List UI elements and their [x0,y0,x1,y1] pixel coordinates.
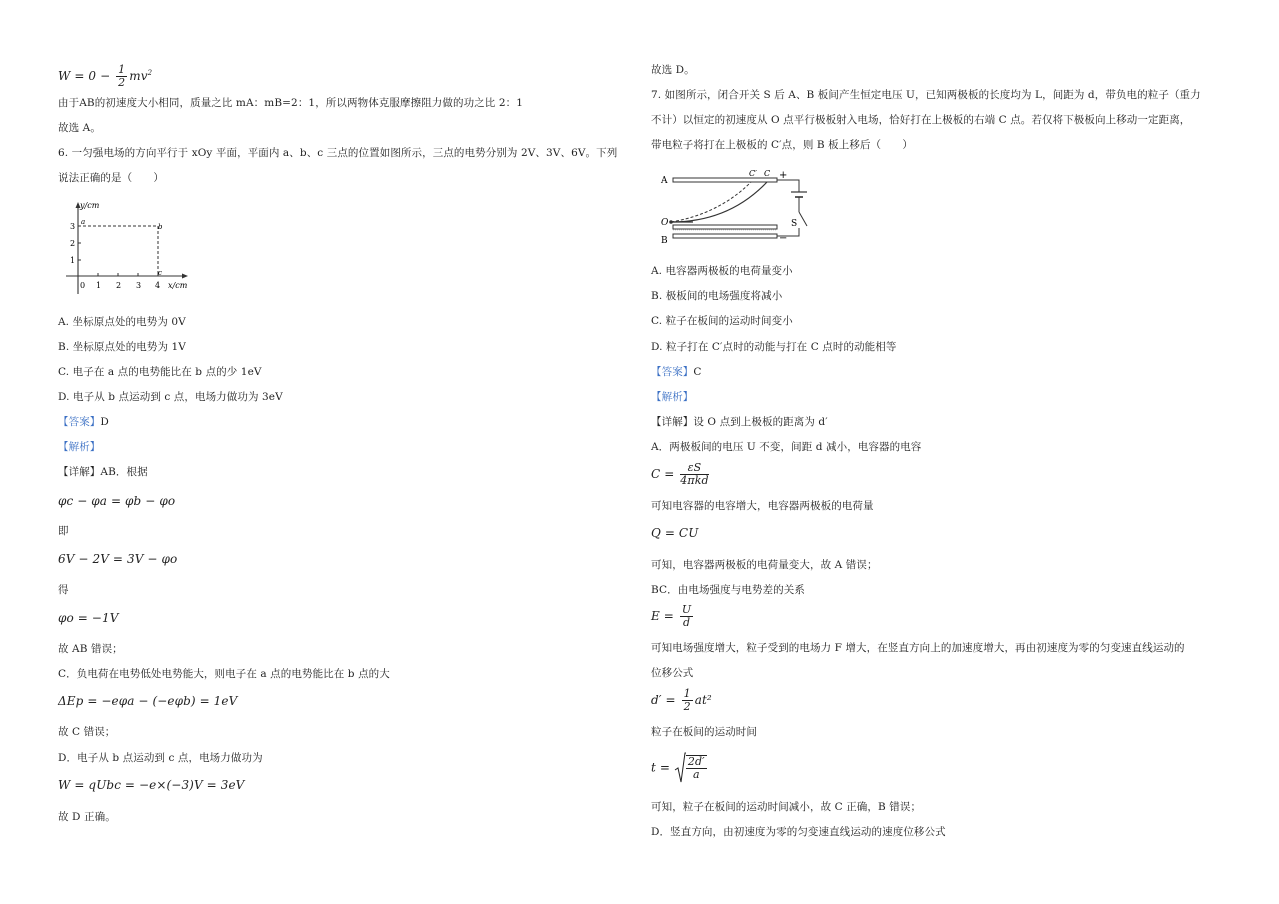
fraction-time: $\frac{2d'}{a}$ [687,755,705,781]
label-a: A [661,176,668,186]
d-explanation-right: D．竖直方向，由初速度为零的匀变速直线运动的速度位移公式 [651,826,946,838]
q7-option-c: C. 粒子在板间的运动时间变小 [651,315,793,327]
q7-option-d: D. 粒子打在 C′点时的动能与打在 C 点时的动能相等 [651,341,897,353]
switch-s [799,212,807,226]
dashed-guide [78,226,158,276]
time-text: 粒子在板间的运动时间 [651,726,757,738]
x-tick-1: 1 [96,281,102,290]
q7-answer: 【答案】C [651,366,702,378]
equation-capacitance: C = $\frac{\varepsilon S}{\text{4πkd}}$ [651,461,709,487]
x-tick-2: 2 [116,281,122,290]
coordinate-graph [58,198,193,306]
c-explanation: C．负电荷在电势低处电势能大，则电子在 a 点的电势能比在 b 点的大 [58,668,390,680]
equation-substitution: 6V − 2V = 3V − φo [58,552,178,566]
y-tick-3: 3 [70,222,76,231]
question-7-stem-line3: 带电粒子将打在上极板的 C′点，则 B 板上移后（ ） [651,139,913,151]
capacitor-circuit-diagram [659,164,819,256]
question-6-stem-line2: 说法正确的是（ ） [58,172,164,184]
displacement-formula-text: 位移公式 [651,667,694,679]
fraction-half-right: $\frac{1}{2}$ [683,687,691,713]
point-c-label: c [158,269,162,277]
conclusion-a: 故选 A。 [58,122,101,134]
equation-charge: Q = CU [651,526,699,540]
q7-analysis-tag: 【解析】 [651,391,694,403]
choose-d: 故选 D。 [651,64,695,76]
equation-work-zero: W = 0 − $\frac{1}{2}$ $mv^2$ [58,63,153,89]
q7-option-a: A. 电容器两极板的电荷量变小 [651,265,793,277]
fraction-capacitance: $\frac{\varepsilon S}{\text{4πkd}}$ [680,461,709,487]
point-o [669,220,673,224]
field-increase-text: 可知电场强度增大，粒子受到的电场力 F 增大，在竖直方向上的加速度增大，再由初速度为零的匀变速直线运动的 [651,642,1185,654]
x-axis-label: x/cm [168,281,188,290]
label-b: B [661,236,668,246]
q7-detail: 【详解】设 O 点到上极板的距离为 d′ [651,416,828,428]
minus-sign: − [779,233,788,244]
x-tick-4: 4 [155,281,161,290]
trajectory-c [671,182,767,222]
equation-field: E = $\frac{U}{d}$ [651,603,692,629]
label-s: S [791,219,798,229]
fraction-half: $\frac{1}{2}$ [118,63,126,89]
equation-origin-potential: φo = −1V [58,611,119,625]
q6-option-d: D. 电子从 b 点运动到 c 点，电场力做功为 3eV [58,391,283,403]
fraction-field: $\frac{U}{d}$ [681,603,692,629]
bc-explanation: BC．由电场强度与电势差的关系 [651,584,805,596]
question-7-stem-line2: 不计）以恒定的初速度从 O 点平行极板射入电场，恰好打在上极板的右端 C 点。若仅将下极板向上移动一定距离， [651,114,1191,126]
ab-wrong: 故 AB 错误； [58,643,123,655]
a-wrong: 可知，电容器两极板的电荷量变大，故 A 错误； [651,559,878,571]
label-c-prime: C′ [749,169,757,178]
q6-option-c: C. 电子在 a 点的电势能比在 b 点的少 1eV [58,366,262,378]
q7-option-b: B. 极板间的电场强度将减小 [651,290,783,302]
x-tick-0: 0 [80,281,86,290]
d-explanation: D．电子从 b 点运动到 c 点，电场力做功为 [58,752,263,764]
label-o: O [661,218,669,228]
question-7-stem-line1: 7. 如图所示，闭合开关 S 后 A、B 板间产生恒定电压 U，已知两极板的长度均为 L，间距为 d，带负电的粒子（重力 [651,89,1201,101]
q6-option-b: B. 坐标原点处的电势为 1V [58,341,186,353]
equation-potential-relation: φc − φa = φb − φo [58,494,176,508]
equation-time: t = $\frac{2d'}{a}$ [651,752,709,784]
q6-analysis-tag: 【解析】 [58,441,101,453]
q6-detail-ab: 【详解】AB．根据 [58,466,148,478]
c-wrong: 故 C 错误； [58,726,116,738]
plate-b-moved [673,225,777,229]
y-tick-1: 1 [70,256,76,265]
x-axis-arrow-icon [182,274,188,279]
equation-displacement: d′ = $\frac{1}{2}$ at² [651,687,712,713]
plus-sign: + [779,170,788,181]
capacitance-increase: 可知电容器的电容增大，电容器两极板的电荷量 [651,500,874,512]
d-right: 故 D 正确。 [58,811,116,823]
plate-b [673,234,777,238]
text-de: 得 [58,584,69,596]
q6-option-a: A. 坐标原点处的电势为 0V [58,316,186,328]
c-right-b-wrong: 可知，粒子在板间的运动时间减小，故 C 正确，B 错误； [651,801,922,813]
equation-energy-difference: ΔEp = −eφa − (−eφb) = 1eV [58,694,238,708]
q6-answer: 【答案】D [58,416,109,428]
label-c: C [764,169,771,178]
y-axis-label: y/cm [80,201,100,210]
sqrt-symbol-icon [674,752,686,784]
mass-ratio-text: 由于AB的初速度大小相同，质量之比 mA：mB=2：1，所以两物体克服摩擦阻力做的功之比 2：1 [58,97,524,109]
equation-work-bc: W = qUbc = −e×(−3)V = 3eV [58,778,245,792]
y-tick-2: 2 [70,239,76,248]
point-b-label: b [158,223,163,231]
plate-a [673,178,777,182]
point-a-label: a [81,218,86,226]
x-tick-3: 3 [136,281,142,290]
question-6-stem-line1: 6. 一匀强电场的方向平行于 xOy 平面，平面内 a、b、c 三点的位置如图所示，三点的电势分别为 2V、3V、6V。下列 [58,147,618,159]
q7-a-explanation: A．两极板间的电压 U 不变，间距 d 减小，电容器的电容 [651,441,922,453]
text-ji: 即 [58,525,69,537]
